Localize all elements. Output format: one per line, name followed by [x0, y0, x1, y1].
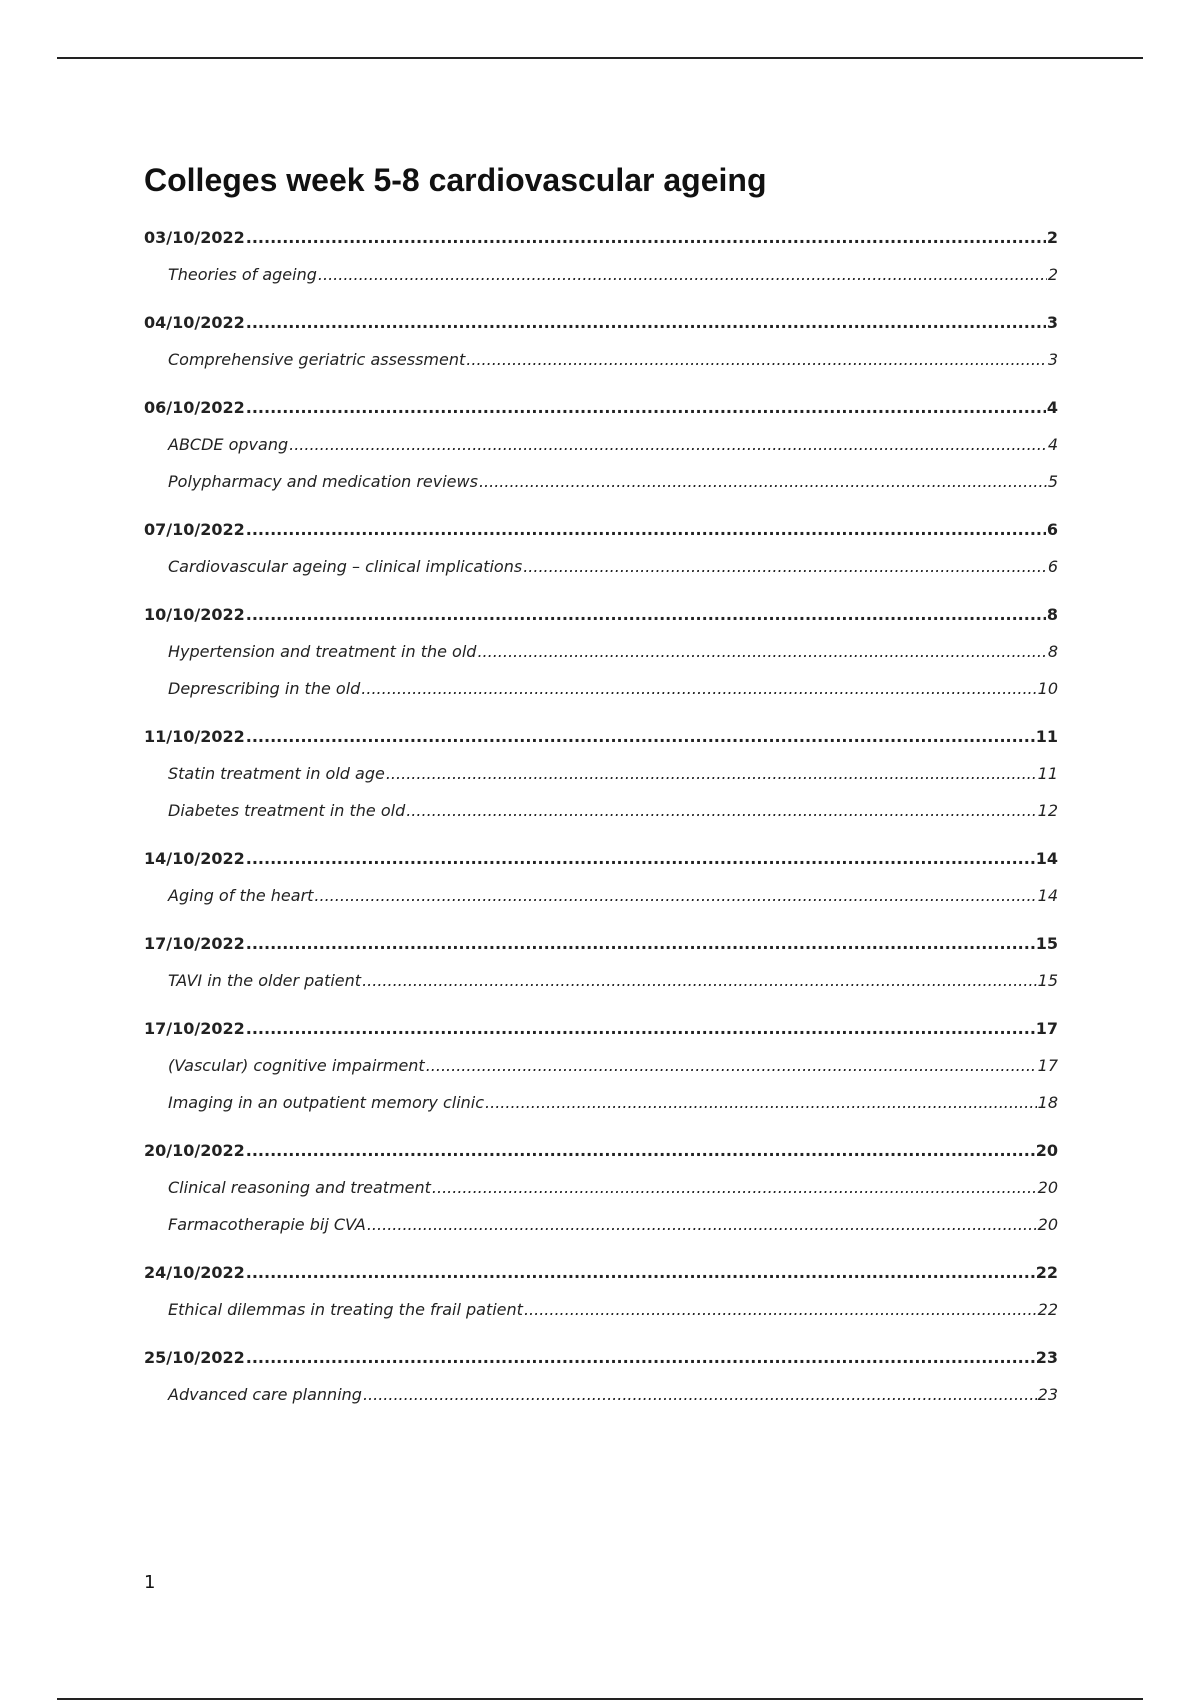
- toc-subentry-label: Farmacotherapie bij CVA: [168, 1215, 366, 1234]
- page-number: 1: [144, 1572, 156, 1593]
- toc-subentry[interactable]: [144, 633, 1058, 670]
- toc-heading-entry-label: 11/10/2022: [144, 727, 245, 746]
- toc-section: [144, 512, 1058, 585]
- dot-leader: [524, 1291, 1037, 1328]
- toc-heading-entry[interactable]: [144, 597, 1058, 633]
- toc-subentry-page-number: 10: [1037, 679, 1058, 698]
- toc-heading-entry-page-number: 3: [1046, 313, 1058, 332]
- toc-section: [144, 719, 1058, 829]
- toc-subentry[interactable]: [144, 256, 1058, 293]
- dot-leader: [386, 755, 1037, 792]
- dot-leader: [406, 792, 1036, 829]
- toc-heading-entry-label: 24/10/2022: [144, 1263, 245, 1282]
- toc-subentry-label: Aging of the heart: [168, 886, 314, 905]
- toc-heading-entry[interactable]: [144, 1133, 1058, 1169]
- toc-subentry-label: Hypertension and treatment in the old: [168, 642, 477, 661]
- toc-heading-entry-label: 17/10/2022: [144, 1019, 245, 1038]
- dot-leader: [363, 1376, 1037, 1413]
- toc-heading-entry[interactable]: [144, 926, 1058, 962]
- toc-subentry-page-number: 8: [1047, 642, 1058, 661]
- toc-subentry-label: Polypharmacy and medication reviews: [168, 472, 478, 491]
- dot-leader: [362, 962, 1037, 999]
- toc-heading-entry[interactable]: [144, 841, 1058, 877]
- toc-heading-entry[interactable]: [144, 305, 1058, 341]
- document-title: Colleges week 5-8 cardiovascular ageing: [144, 162, 767, 198]
- dot-leader: [318, 256, 1047, 293]
- toc-heading-entry-label: 25/10/2022: [144, 1348, 245, 1367]
- toc-subentry-page-number: 17: [1037, 1056, 1058, 1075]
- toc-subentry[interactable]: [144, 962, 1058, 999]
- toc-heading-entry-label: 07/10/2022: [144, 520, 245, 539]
- toc-heading-entry-page-number: 4: [1046, 398, 1058, 417]
- toc-heading-entry-page-number: 6: [1046, 520, 1058, 539]
- dot-leader: [466, 341, 1047, 378]
- dot-leader: [246, 512, 1046, 548]
- dot-leader: [479, 463, 1047, 500]
- dot-leader: [426, 1047, 1037, 1084]
- dot-leader: [477, 633, 1046, 670]
- toc-heading-entry-page-number: 23: [1035, 1348, 1058, 1367]
- toc-section: [144, 390, 1058, 500]
- toc-subentry-label: Ethical dilemmas in treating the frail patient: [168, 1300, 523, 1319]
- toc-heading-entry[interactable]: [144, 220, 1058, 256]
- toc-section: [144, 1011, 1058, 1121]
- dot-leader: [246, 719, 1035, 755]
- toc-subentry-page-number: 5: [1047, 472, 1058, 491]
- toc-subentry-page-number: 6: [1047, 557, 1058, 576]
- toc-subentry-label: ABCDE opvang: [168, 435, 289, 454]
- toc-subentry-page-number: 2: [1047, 265, 1058, 284]
- dot-leader: [523, 548, 1047, 585]
- toc-subentry-page-number: 23: [1037, 1385, 1058, 1404]
- toc-heading-entry-page-number: 11: [1035, 727, 1058, 746]
- toc-heading-entry-label: 10/10/2022: [144, 605, 245, 624]
- dot-leader: [246, 1011, 1035, 1047]
- toc-section: [144, 841, 1058, 914]
- toc-subentry[interactable]: [144, 877, 1058, 914]
- toc-subentry[interactable]: [144, 755, 1058, 792]
- dot-leader: [246, 1133, 1035, 1169]
- toc-subentry-page-number: 20: [1037, 1215, 1058, 1234]
- toc-subentry-page-number: 14: [1037, 886, 1058, 905]
- toc-subentry-page-number: 15: [1037, 971, 1058, 990]
- toc-subentry-label: TAVI in the older patient: [168, 971, 362, 990]
- toc-subentry-label: Cardiovascular ageing – clinical implications: [168, 557, 523, 576]
- toc-subentry-label: (Vascular) cognitive impairment: [168, 1056, 425, 1075]
- toc-heading-entry-page-number: 8: [1046, 605, 1058, 624]
- toc-heading-entry-page-number: 15: [1035, 934, 1058, 953]
- toc-section: [144, 926, 1058, 999]
- toc-subentry[interactable]: [144, 1206, 1058, 1243]
- toc-section: [144, 1133, 1058, 1243]
- toc-subentry[interactable]: [144, 792, 1058, 829]
- toc-subentry[interactable]: [144, 1169, 1058, 1206]
- toc-subentry-label: Advanced care planning: [168, 1385, 362, 1404]
- toc-subentry-label: Comprehensive geriatric assessment: [168, 350, 466, 369]
- toc-subentry-page-number: 18: [1037, 1093, 1058, 1112]
- dot-leader: [246, 926, 1035, 962]
- dot-leader: [246, 220, 1046, 256]
- toc-subentry-label: Theories of ageing: [168, 265, 317, 284]
- toc-subentry[interactable]: [144, 548, 1058, 585]
- toc-subentry-label: Clinical reasoning and treatment: [168, 1178, 431, 1197]
- toc-subentry[interactable]: [144, 341, 1058, 378]
- toc-heading-entry-label: 17/10/2022: [144, 934, 245, 953]
- toc-heading-entry-label: 20/10/2022: [144, 1141, 245, 1160]
- toc-subentry-label: Statin treatment in old age: [168, 764, 385, 783]
- dot-leader: [246, 1340, 1035, 1376]
- toc-subentry-label: Imaging in an outpatient memory clinic: [168, 1093, 485, 1112]
- dot-leader: [246, 1255, 1035, 1291]
- toc-subentry[interactable]: [144, 1291, 1058, 1328]
- header-rule: [57, 57, 1143, 59]
- toc-heading-entry[interactable]: [144, 390, 1058, 426]
- toc-heading-entry[interactable]: [144, 1340, 1058, 1376]
- toc-heading-entry-label: 04/10/2022: [144, 313, 245, 332]
- toc-subentry[interactable]: [144, 670, 1058, 707]
- dot-leader: [367, 1206, 1037, 1243]
- table-of-contents: [144, 220, 1058, 1413]
- toc-section: [144, 220, 1058, 293]
- dot-leader: [246, 390, 1046, 426]
- toc-heading-entry-label: 06/10/2022: [144, 398, 245, 417]
- toc-subentry-label: Deprescribing in the old: [168, 679, 361, 698]
- toc-heading-entry-label: 14/10/2022: [144, 849, 245, 868]
- toc-heading-entry-page-number: 20: [1035, 1141, 1058, 1160]
- toc-heading-entry-page-number: 14: [1035, 849, 1058, 868]
- toc-section: [144, 1340, 1058, 1413]
- toc-subentry-page-number: 12: [1037, 801, 1058, 820]
- toc-subentry[interactable]: [144, 463, 1058, 500]
- toc-heading-entry[interactable]: [144, 719, 1058, 755]
- document-body: [144, 160, 1058, 1425]
- dot-leader: [361, 670, 1036, 707]
- toc-heading-entry[interactable]: [144, 512, 1058, 548]
- toc-subentry[interactable]: [144, 426, 1058, 463]
- toc-section: [144, 597, 1058, 707]
- toc-section: [144, 305, 1058, 378]
- toc-subentry[interactable]: [144, 1084, 1058, 1121]
- toc-heading-entry-page-number: 2: [1046, 228, 1058, 247]
- toc-heading-entry[interactable]: [144, 1255, 1058, 1291]
- dot-leader: [314, 877, 1036, 914]
- toc-subentry-page-number: 22: [1037, 1300, 1058, 1319]
- toc-section: [144, 1255, 1058, 1328]
- toc-subentry-page-number: 3: [1047, 350, 1058, 369]
- dot-leader: [485, 1084, 1037, 1121]
- dot-leader: [246, 305, 1046, 341]
- toc-subentry-page-number: 11: [1037, 764, 1058, 783]
- dot-leader: [432, 1169, 1037, 1206]
- toc-subentry[interactable]: [144, 1047, 1058, 1084]
- toc-heading-entry[interactable]: [144, 1011, 1058, 1047]
- toc-heading-entry-label: 03/10/2022: [144, 228, 245, 247]
- dot-leader: [246, 841, 1035, 877]
- toc-subentry-label: Diabetes treatment in the old: [168, 801, 406, 820]
- toc-subentry-page-number: 20: [1037, 1178, 1058, 1197]
- dot-leader: [246, 597, 1046, 633]
- toc-heading-entry-page-number: 17: [1035, 1019, 1058, 1038]
- toc-subentry[interactable]: [144, 1376, 1058, 1413]
- dot-leader: [289, 426, 1047, 463]
- toc-heading-entry-page-number: 22: [1035, 1263, 1058, 1282]
- toc-subentry-page-number: 4: [1047, 435, 1058, 454]
